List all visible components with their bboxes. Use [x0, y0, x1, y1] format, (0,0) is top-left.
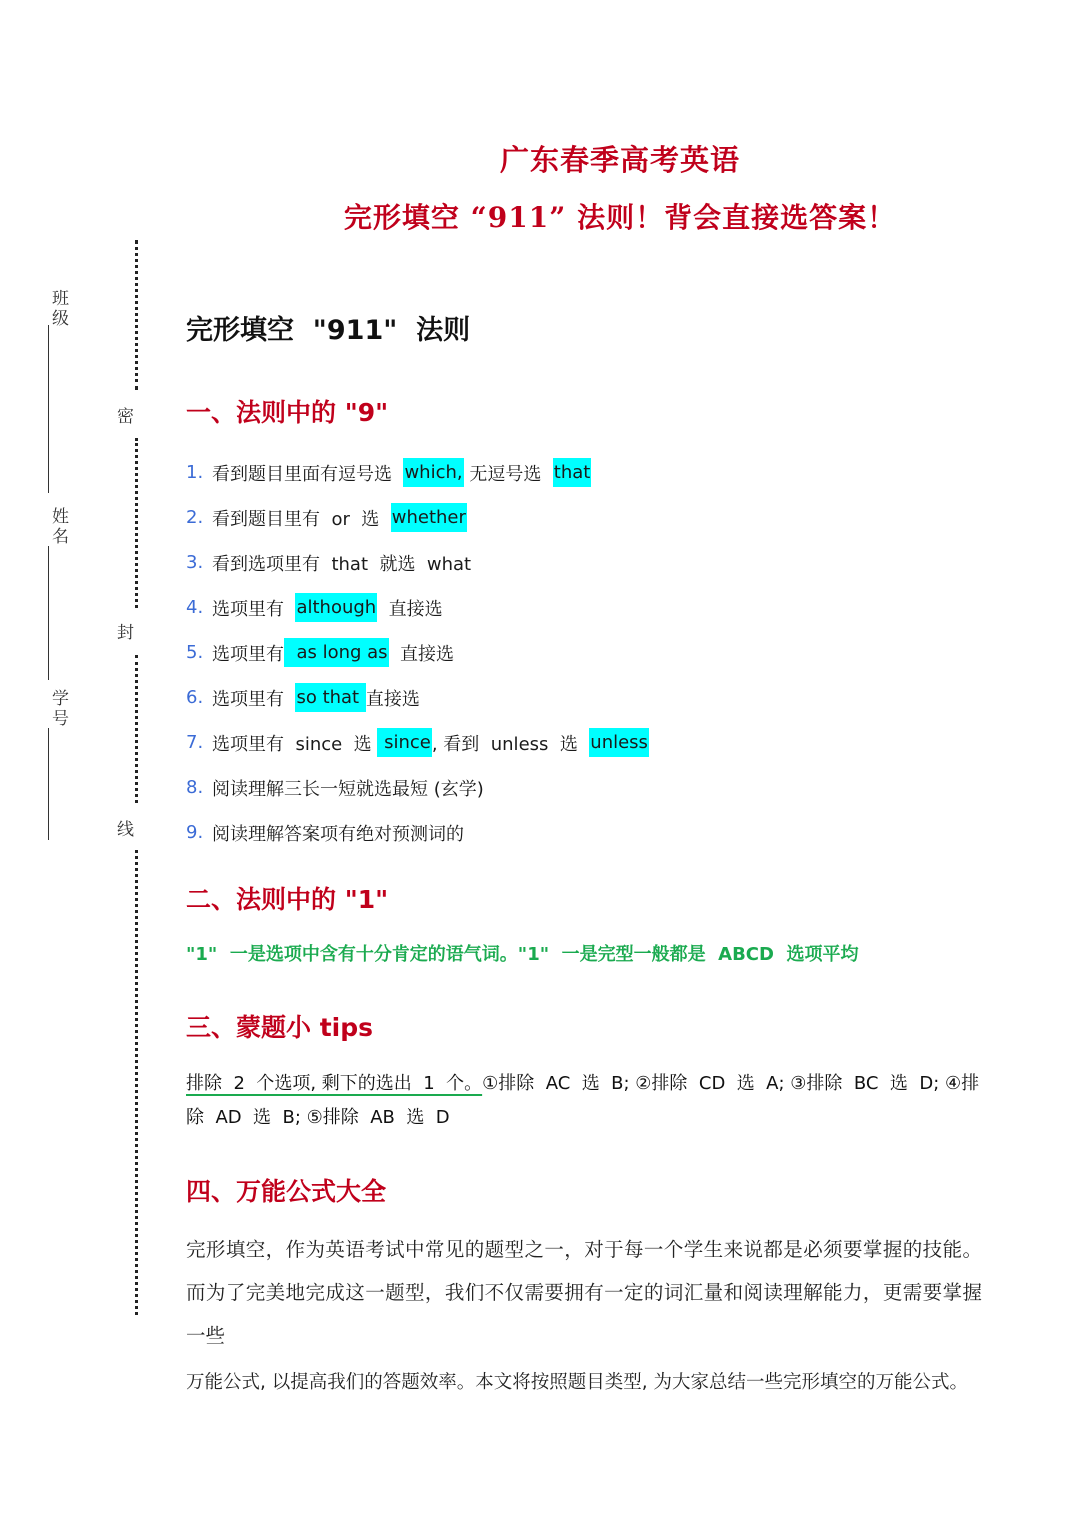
- formula-paragraph-2: 万能公式, 以提高我们的答题效率。本文将按照题目类型, 为大家总结一些完形填空的万能公式。: [186, 1372, 969, 1393]
- section2-text: "1" 一是选项中含有十分肯定的语气词。"1" 一是完型一般都是 ABCD 选项平均: [186, 944, 859, 965]
- rule-number: 7.: [186, 732, 204, 753]
- tips-underlined: 排除 2 个选项, 剩下的选出 1 个。: [186, 1073, 483, 1094]
- rule-item: [186, 765, 649, 810]
- highlighted-keyword: as long as: [284, 638, 389, 667]
- rule-item: [186, 585, 649, 630]
- seal-char-feng: 封: [117, 623, 134, 643]
- highlighted-keyword: that: [553, 458, 592, 487]
- rule-number: 5.: [186, 642, 204, 663]
- document-title: 广东春季高考英语: [499, 143, 740, 177]
- rule-text: 选项里有 since 选: [212, 733, 378, 755]
- rule-number: 2.: [186, 507, 204, 528]
- section4-heading: 四、万能公式大全: [186, 1177, 387, 1206]
- rule-number: 8.: [186, 777, 204, 798]
- class-label: 班级: [52, 289, 69, 329]
- highlighted-keyword: whether: [391, 503, 467, 532]
- rule-number: 4.: [186, 597, 204, 618]
- highlighted-keyword: unless: [589, 728, 649, 757]
- formula-paragraph-1: 完形填空，作为英语考试中常见的题型之一，对于每一个学生来说都是必须要掌握的技能。而为了完美地完成这一题型，我们不仅需要拥有一定的词汇量和阅读理解能力，更需要掌握一些: [186, 1238, 982, 1347]
- highlighted-keyword: although: [295, 593, 377, 622]
- highlighted-keyword: so that: [295, 683, 365, 712]
- section3-heading: 三、蒙题小 tips: [186, 1013, 373, 1042]
- rule-text: 直接选: [365, 688, 420, 710]
- rule-number: 3.: [186, 552, 204, 573]
- rule-text: 无逗号选: [463, 463, 553, 485]
- highlighted-keyword: which,: [403, 458, 463, 487]
- seal-char-mi: 密: [117, 407, 134, 427]
- rule-item: [186, 450, 649, 495]
- rule-text: 直接选: [388, 643, 455, 665]
- rule-number: 1.: [186, 462, 204, 483]
- rule-text: 选项里有: [212, 643, 284, 665]
- rule-list: [186, 450, 649, 855]
- seal-dotted-line: [135, 850, 138, 1315]
- class-line: [48, 325, 49, 493]
- rule-text: 选项里有: [212, 598, 296, 620]
- rule-number: 6.: [186, 687, 204, 708]
- rule-text: 看到选项里有 that 就选 what: [212, 553, 472, 575]
- document-subtitle: 完形填空 “911” 法则！背会直接选答案！: [343, 201, 897, 234]
- highlighted-keyword: since: [377, 728, 431, 757]
- seal-dotted-line: [135, 655, 138, 803]
- rule-item: [186, 630, 649, 675]
- student-id-label: 学号: [52, 689, 69, 729]
- section1-heading: 一、法则中的 "9": [186, 398, 389, 427]
- rule-text: 看到题目里面有逗号选: [212, 463, 404, 485]
- student-id-line: [48, 728, 49, 840]
- name-label: 姓名: [52, 507, 69, 547]
- seal-dotted-line: [135, 240, 138, 390]
- rule-text: 阅读理解三长一短就选最短 (玄学): [212, 778, 484, 800]
- section2-heading: 二、法则中的 "1": [186, 885, 389, 914]
- name-line: [48, 546, 49, 680]
- rule-text: 直接选: [377, 598, 443, 620]
- rule-number: 9.: [186, 822, 204, 843]
- seal-dotted-line: [135, 438, 138, 608]
- tips-rest: ①排除 AC 选 B; ②排除 CD 选 A; ③排除 BC 选 D; ④排除 AD 选 B; ⑤排除 AB 选 D: [186, 1073, 980, 1128]
- rule-item: [186, 540, 649, 585]
- tips-paragraph: [186, 1067, 982, 1135]
- rule-text: 选项里有: [212, 688, 296, 710]
- rule-item: [186, 720, 649, 765]
- rule-text: 阅读理解答案项有绝对预测词的: [212, 823, 464, 845]
- rule-item: [186, 810, 649, 855]
- rule-item: [186, 675, 649, 720]
- seal-char-xian: 线: [117, 820, 134, 840]
- rule-text: 看到题目里有 or 选: [212, 508, 391, 530]
- rule-text: , 看到 unless 选: [431, 733, 590, 755]
- rule-item: [186, 495, 649, 540]
- main-heading: 完形填空 "911" 法则: [186, 315, 471, 346]
